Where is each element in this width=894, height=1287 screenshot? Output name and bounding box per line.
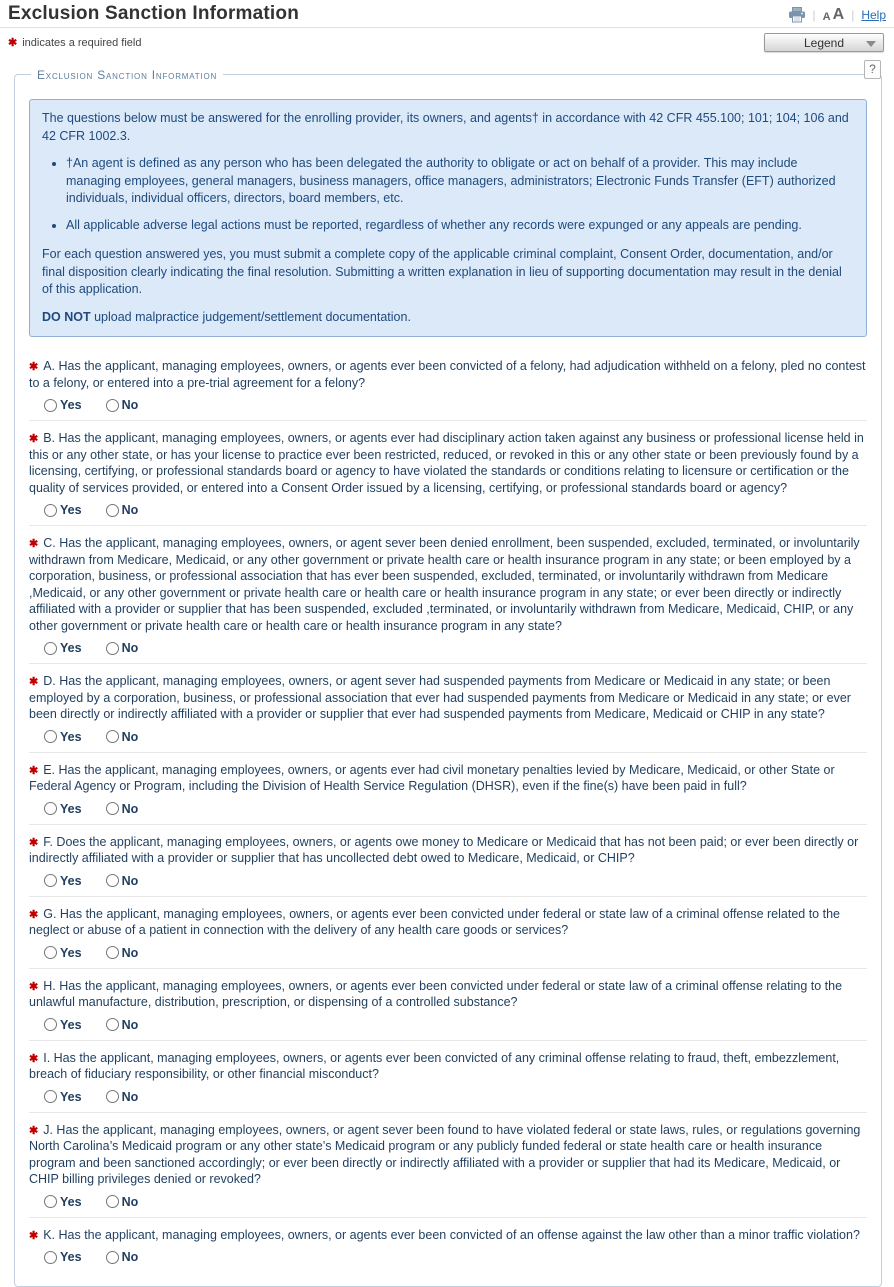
radio-option-no[interactable] (106, 641, 139, 655)
question-text-line (29, 762, 867, 795)
question-text: G. Has the applicant, managing employees, owners, or agents ever been convicted under federal or state law of a criminal offense related to the neglect or abuse of a patient in connection with the delivery of any health care goods or services? (29, 906, 840, 938)
chevron-down-icon (866, 41, 876, 47)
no-radio[interactable] (106, 946, 119, 959)
panel-legend: Exclusion Sanction Information (31, 68, 223, 82)
radio-option-no[interactable] (106, 1018, 139, 1032)
radio-group (44, 1090, 867, 1104)
radio-option-label: No (121, 801, 139, 816)
required-marker: ✱ (29, 836, 39, 849)
radio-option-label: Yes (60, 503, 82, 518)
required-marker: ✱ (29, 1052, 39, 1065)
no-radio[interactable] (106, 1251, 119, 1264)
yes-radio[interactable] (44, 946, 57, 959)
question-text-line (29, 535, 867, 634)
radio-option-label: No (121, 398, 139, 413)
question-text: F. Does the applicant, managing employees, owners, or agents owe money to Medicare or Medicaid that has not been paid; or ever been directly or indirectly affiliated with a provider or supplier that has uncollected debt owed to Medicare, Medicaid, or CHIP? (29, 834, 859, 866)
question-text-line (29, 1122, 867, 1188)
radio-option-yes[interactable] (44, 398, 82, 412)
question-row (29, 752, 867, 824)
required-marker: ✱ (29, 361, 39, 373)
no-radio[interactable] (106, 504, 119, 517)
yes-radio[interactable] (44, 504, 57, 517)
radio-option-label: Yes (60, 398, 82, 413)
required-marker: ✱ (29, 1229, 39, 1242)
required-field-note (8, 33, 141, 49)
exclusion-sanction-panel (14, 62, 882, 1287)
radio-group (44, 398, 867, 412)
radio-group (44, 1195, 867, 1209)
radio-group (44, 503, 867, 517)
radio-group (44, 802, 867, 816)
panel-help-button[interactable]: ? (864, 60, 881, 79)
question-text-line (29, 1227, 867, 1244)
question-text-line (29, 430, 867, 496)
radio-option-yes[interactable] (44, 946, 82, 960)
radio-option-label: No (121, 1250, 139, 1265)
question-text-line (29, 673, 867, 723)
radio-option-no[interactable] (106, 398, 139, 412)
radio-option-label: No (121, 641, 139, 656)
radio-option-yes[interactable] (44, 1195, 82, 1209)
radio-option-yes[interactable] (44, 802, 82, 816)
font-size-small-icon[interactable]: A (822, 11, 831, 23)
question-row (29, 663, 867, 752)
yes-radio[interactable] (44, 1018, 57, 1031)
radio-option-no[interactable] (106, 730, 139, 744)
required-marker: ✱ (8, 37, 18, 49)
question-text: D. Has the applicant, managing employees, owners, or agent sever had suspended payments from Medicare or Medicaid in any state; or been employed by a corporation, business, or professional association that ever had suspended payments from Medicare or Medicaid in any state; or ever been directly or indirectly affiliated with a provider or supplier that ever had suspended payments from Medicare, Medicaid or CHIP in any state? (29, 674, 851, 722)
required-marker: ✱ (29, 676, 39, 689)
yes-radio[interactable] (44, 874, 57, 887)
radio-option-no[interactable] (106, 874, 139, 888)
radio-group (44, 946, 867, 960)
radio-option-label: Yes (60, 873, 82, 888)
no-radio[interactable] (106, 642, 119, 655)
yes-radio[interactable] (44, 1195, 57, 1208)
radio-group (44, 874, 867, 888)
required-marker: ✱ (29, 908, 39, 921)
radio-option-no[interactable] (106, 1195, 139, 1209)
instructions-bullet: • †An agent is defined as any person who has been delegated the authority to obligate or act on behalf of a provider. This may include managing employees, general managers, business managers, office managers, administrators; Electronic Funds Transfer (EFT) authorized individuals, individual officers, directors, board members, etc. (66, 155, 854, 208)
radio-option-yes[interactable] (44, 874, 82, 888)
instructions-box (29, 99, 867, 337)
yes-radio[interactable] (44, 730, 57, 743)
no-radio[interactable] (106, 399, 119, 412)
separator: | (851, 8, 855, 22)
no-radio[interactable] (106, 1018, 119, 1031)
yes-radio[interactable] (44, 1090, 57, 1103)
radio-option-yes[interactable] (44, 1018, 82, 1032)
radio-option-yes[interactable] (44, 1090, 82, 1104)
radio-option-no[interactable] (106, 802, 139, 816)
submission-note: For each question answered yes, you must submit a complete copy of the applicable criminal complaint, Consent Order, documentation, and/or final disposition clearly indicating the final resolution. Submitting a written explanation in lieu of supporting documentation may result in the denial of this application. (42, 247, 842, 296)
instructions-bullets (50, 155, 854, 234)
instructions-bullet: • All applicable adverse legal actions must be reported, regardless of whether any records were expunged or any appeals are pending. (66, 217, 854, 235)
question-text: C. Has the applicant, managing employees, owners, or agent sever been denied enrollment, been suspended, excluded, terminated, or involuntarily withdrawn from Medicare, Medicaid, or any other government or private health care or health insurance program in any state; or been employed by a corporation, business, or professional association that has ever been suspended, excluded, terminated, or involuntarily withdrawn from Medicare ,Medicaid, or any other government or private health care or health care or health insurance program in any state; or ever been directly or indirectly affiliated with a provider or supplier that has been suspended, excluded ,terminated, or involuntarily withdrawn from Medicare, Medicaid, CHIP, or any other government or private health care or health care or health insurance program in any state? (29, 536, 860, 633)
questions-list (27, 349, 869, 1272)
required-marker: ✱ (29, 433, 39, 446)
question-text-line (29, 358, 867, 391)
radio-option-label: No (121, 945, 139, 960)
yes-radio[interactable] (44, 399, 57, 412)
font-size-controls[interactable] (823, 7, 845, 23)
warning-bold-text: DO NOT (42, 309, 91, 324)
radio-option-label: Yes (60, 729, 82, 744)
page-header (0, 0, 894, 28)
no-radio[interactable] (106, 1195, 119, 1208)
question-row (29, 968, 867, 1040)
question-row (29, 525, 867, 663)
question-row (29, 896, 867, 968)
help-link[interactable]: Help (861, 8, 886, 22)
instructions-intro: The questions below must be answered for the enrolling provider, its owners, and agents† in accordance with 42 CFR 455.100; 101; 104; 106 and 42 CFR 1002.3. (42, 111, 849, 143)
radio-group (44, 730, 867, 744)
question-text: A. Has the applicant, managing employees, owners, or agents ever been convicted of a felony, had adjudication withheld on a felony, pled no contest to a felony, or entered into a pre-trial agreement for a felony? (29, 359, 866, 390)
question-text-line (29, 1050, 867, 1083)
no-radio[interactable] (106, 730, 119, 743)
required-marker: ✱ (29, 538, 39, 551)
radio-group (44, 1250, 867, 1264)
yes-radio[interactable] (44, 642, 57, 655)
radio-option-label: Yes (60, 1194, 82, 1209)
radio-option-no[interactable] (106, 1090, 139, 1104)
radio-option-label: No (121, 873, 139, 888)
radio-option-no[interactable] (106, 1250, 139, 1264)
question-text-line (29, 906, 867, 939)
radio-option-label: No (121, 1194, 139, 1209)
radio-option-no[interactable] (106, 503, 139, 517)
note-row (0, 28, 894, 52)
radio-option-label: Yes (60, 1089, 82, 1104)
question-row (29, 1217, 867, 1273)
warning-note (42, 309, 854, 327)
page-title: Exclusion Sanction Information (8, 3, 300, 24)
question-text: J. Has the applicant, managing employees, owners, or agent sever been found to have violated federal or state laws, rules, or regulations governing North Carolina’s Medicaid program or any other state’s Medicaid program or any publicly funded federal or state health care or health insurance program and been sanctioned accordingly; or ever been directly or indirectly affiliated with a provider or supplier that had its Medicare, Medicaid, or CHIP billing privileges denied or revoked? (29, 1122, 861, 1187)
radio-option-label: No (121, 1089, 139, 1104)
question-text: K. Has the applicant, managing employees, owners, or agents ever been convicted of an offense against the law other than a minor traffic violation? (43, 1227, 860, 1242)
question-text-line (29, 978, 867, 1011)
radio-option-yes[interactable] (44, 1250, 82, 1264)
question-text: B. Has the applicant, managing employees, owners, or agents ever had disciplinary action taken against any business or professional license held in this or any other state, or has your license to practice ever been restricted, reduced, or revoked in this or any other state or been previously found by a licensing, certifying, or professional standards board or agency to have violated the standards or conditions relating to licensure or certification or the quality of services provided, or entered into a Consent Order issued by a licensing, certifying, or professional standards board or agency? (29, 431, 864, 495)
radio-option-label: Yes (60, 641, 82, 656)
font-size-large-icon[interactable]: A (832, 6, 845, 23)
radio-option-label: Yes (60, 801, 82, 816)
question-row (29, 1112, 867, 1217)
required-marker: ✱ (29, 1124, 39, 1137)
radio-option-label: No (121, 503, 139, 518)
radio-option-yes[interactable] (44, 641, 82, 655)
question-row (29, 420, 867, 525)
print-icon[interactable] (788, 7, 806, 23)
radio-group (44, 1018, 867, 1032)
radio-option-label: Yes (60, 1250, 82, 1265)
required-marker: ✱ (29, 764, 39, 777)
radio-group (44, 641, 867, 655)
yes-radio[interactable] (44, 1251, 57, 1264)
radio-option-label: Yes (60, 945, 82, 960)
radio-option-label: Yes (60, 1017, 82, 1032)
radio-option-yes[interactable] (44, 730, 82, 744)
question-row (29, 824, 867, 896)
required-marker: ✱ (29, 980, 39, 993)
question-row (29, 1040, 867, 1112)
warning-rest-text: upload malpractice judgement/settlement documentation. (90, 309, 411, 324)
no-radio[interactable] (106, 1090, 119, 1103)
no-radio[interactable] (106, 802, 119, 815)
question-text-line (29, 834, 867, 867)
legend-dropdown-button[interactable] (764, 33, 884, 52)
radio-option-label: No (121, 1017, 139, 1032)
yes-radio[interactable] (44, 802, 57, 815)
question-row (29, 349, 867, 420)
radio-option-label: No (121, 729, 139, 744)
radio-option-yes[interactable] (44, 503, 82, 517)
question-text: I. Has the applicant, managing employees, owners, or agents ever been convicted of any criminal offense relating to fraud, theft, embezzlement, breach of fiduciary responsibility, or other financial misconduct? (29, 1050, 840, 1082)
no-radio[interactable] (106, 874, 119, 887)
separator: | (812, 8, 816, 22)
required-note-text: indicates a required field (22, 37, 142, 49)
legend-button-label: Legend (803, 35, 845, 50)
radio-option-no[interactable] (106, 946, 139, 960)
question-text: E. Has the applicant, managing employees, owners, or agents ever had civil monetary penalties levied by Medicare, Medicaid, or other State or Federal Agency or Program, including the Division of Health Service Regulation (DHSR), even if the fine(s) have been paid in full? (29, 762, 835, 794)
question-text: H. Has the applicant, managing employees, owners, or agents ever been convicted under federal or state law of a criminal offense relating to the unlawful manufacture, distribution, prescription, or dispensing of a controlled substance? (29, 978, 843, 1010)
header-tools (788, 3, 886, 23)
